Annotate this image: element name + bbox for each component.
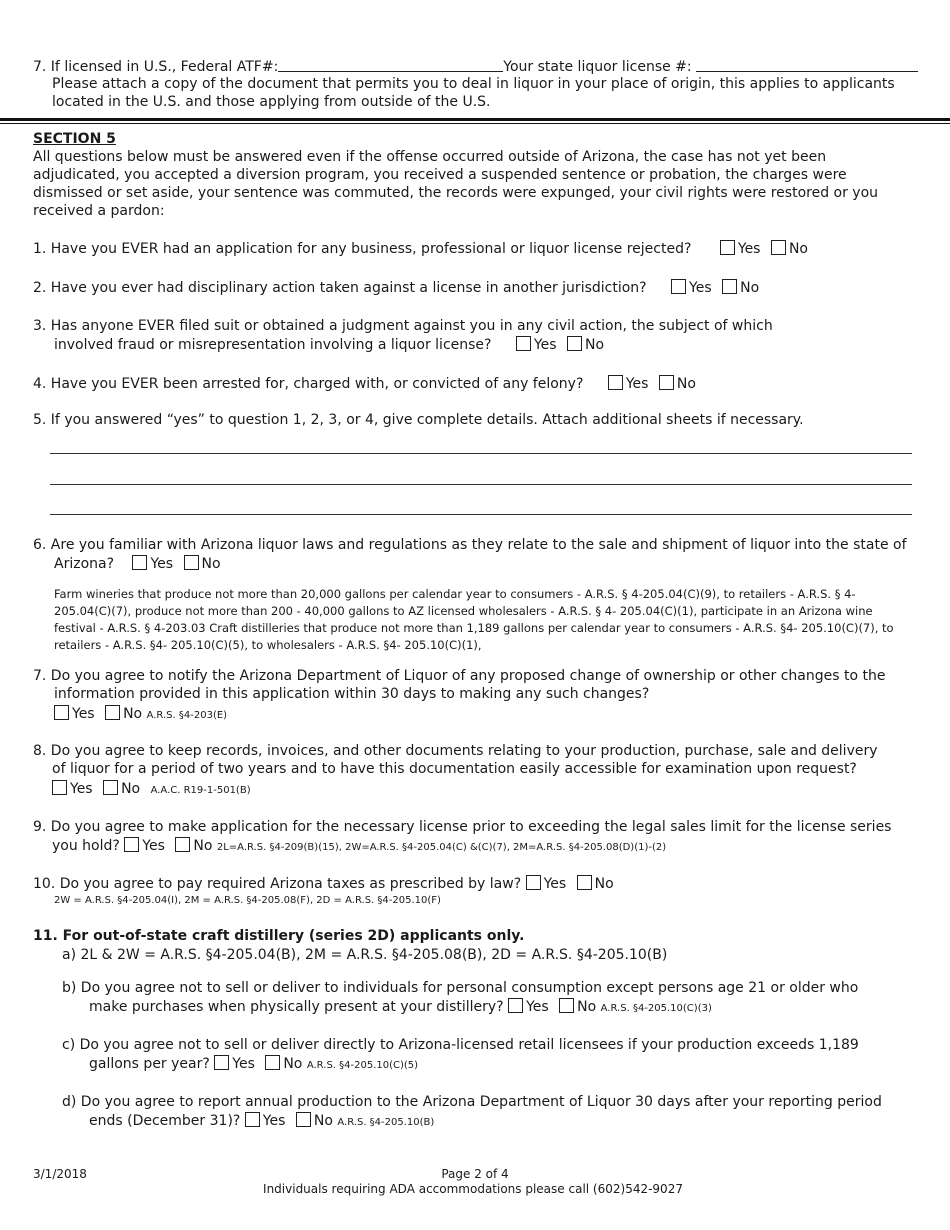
- question-3-line2: involved fraud or misrepresentation involving a liquor license? Yes No: [54, 337, 605, 353]
- q3-yes-checkbox[interactable]: [516, 336, 531, 351]
- question-11c-line2: gallons per year? Yes No A.R.S. §4-205.10(C)(5): [89, 1056, 419, 1072]
- question-11-heading: 11. For out-of-state craft distillery (series 2D) applicants only.: [33, 928, 525, 944]
- question-8-line1: 8. Do you agree to keep records, invoices, and other documents relating to your production, purchase, sale and delivery: [33, 743, 878, 759]
- atf-question: 7. If licensed in U.S., Federal ATF#: Your state liquor license #:: [33, 57, 918, 76]
- question-8-answers: Yes No A.A.C. R19-1-501(B): [52, 780, 251, 800]
- question-11a: a) 2L & 2W = A.R.S. §4-205.04(B), 2M = A.R.S. §4-205.08(B), 2D = A.R.S. §4-205.10(B): [62, 947, 668, 963]
- q11d-yes-checkbox[interactable]: [245, 1112, 260, 1127]
- details-answer-line[interactable]: [50, 453, 912, 454]
- q8-no-checkbox[interactable]: [103, 780, 118, 795]
- q11d-no-checkbox[interactable]: [296, 1112, 311, 1127]
- question-10: 10. Do you agree to pay required Arizona taxes as prescribed by law? Yes No: [33, 876, 614, 892]
- section-intro-line: adjudicated, you accepted a diversion program, you received a suspended sentence or probation, the charges were: [33, 167, 847, 183]
- question-11d-line1: d) Do you agree to report annual production to the Arizona Department of Liquor 30 days after your reporting period: [62, 1094, 882, 1110]
- q11c-no-checkbox[interactable]: [265, 1055, 280, 1070]
- question-9-line1: 9. Do you agree to make application for the necessary license prior to exceeding the legal sales limit for the license series: [33, 819, 892, 835]
- footer-page-number: Page 2 of 4: [441, 1167, 509, 1181]
- q10-yes-checkbox[interactable]: [526, 875, 541, 890]
- q1-no-checkbox[interactable]: [771, 240, 786, 255]
- question-6-line1: 6. Are you familiar with Arizona liquor laws and regulations as they relate to the sale and shipment of liquor into the state of: [33, 537, 907, 553]
- section-intro-line: All questions below must be answered even if the offense occurred outside of Arizona, the case has not yet been: [33, 149, 827, 165]
- farm-winery-note: Farm wineries that produce not more than 20,000 gallons per calendar year to consumers - A.R.S. § 4-205.04(C)(9), to retailers - A.R.S. § 4- 205.04(C)(7), produce not more than 200 - 40,000 gallons to AZ licensed wholesalers - A.R.S. § 4- 205.04(C)(1), participate in an Arizona wine festival - A.R.S. § 4-203.03 Craft distilleries that produce not more than 1,189 gallons per calendar year to consumers - A.R.S. §4- 205.10(C)(7), to retailers - A.R.S. §4- 205.10(C)(5), to wholesalers - A.R.S. §4- 205.10(C)(1),: [54, 587, 894, 652]
- question-4: 4. Have you EVER been arrested for, charged with, or convicted of any felony? Yes No: [33, 376, 696, 392]
- question-7-line1: 7. Do you agree to notify the Arizona Department of Liquor of any proposed change of ownership or other changes to the: [33, 668, 886, 684]
- state-license-field[interactable]: [696, 57, 918, 72]
- q2-no-checkbox[interactable]: [722, 279, 737, 294]
- section-divider-thick: [0, 118, 950, 121]
- question-7-line2: information provided in this application within 30 days to making any such changes?: [54, 686, 650, 702]
- q7-no-checkbox[interactable]: [105, 705, 120, 720]
- question-9-line2: you hold? Yes No 2L=A.R.S. §4-209(B)(15), 2W=A.R.S. §4-205.04(C) &(C)(7), 2M=A.R.S. §4-205.08(D)(1)-(2): [52, 838, 667, 854]
- q8-yes-checkbox[interactable]: [52, 780, 67, 795]
- q11b-yes-checkbox[interactable]: [508, 998, 523, 1013]
- question-11b-line1: b) Do you agree not to sell or deliver to individuals for personal consumption except persons age 21 or older who: [62, 980, 859, 996]
- question-6-line2: Arizona? Yes No: [54, 556, 221, 572]
- atf-number-field[interactable]: [278, 57, 503, 72]
- q3-no-checkbox[interactable]: [567, 336, 582, 351]
- question-11c-line1: c) Do you agree not to sell or deliver directly to Arizona-licensed retail licensees if your production exceeds 1,189: [62, 1037, 859, 1053]
- section-title: SECTION 5: [33, 131, 116, 147]
- question-7-answers: Yes No A.R.S. §4-203(E): [54, 705, 227, 725]
- q6-yes-checkbox[interactable]: [132, 555, 147, 570]
- q9-yes-checkbox[interactable]: [124, 837, 139, 852]
- question-5: 5. If you answered “yes” to question 1, 2, 3, or 4, give complete details. Attach additional sheets if necessary.: [33, 412, 804, 428]
- q11b-no-checkbox[interactable]: [559, 998, 574, 1013]
- question-10-ref: 2W = A.R.S. §4-205.04(I), 2M = A.R.S. §4-205.08(F), 2D = A.R.S. §4-205.10(F): [54, 895, 441, 906]
- q1-yes-checkbox[interactable]: [720, 240, 735, 255]
- footer-ada-note: Individuals requiring ADA accommodations please call (602)542-9027: [263, 1182, 683, 1196]
- q4-yes-checkbox[interactable]: [608, 375, 623, 390]
- q4-no-checkbox[interactable]: [659, 375, 674, 390]
- section-intro-line: dismissed or set aside, your sentence was commuted, the records were expunged, your civil rights were restored or you: [33, 185, 879, 201]
- footer-date: 3/1/2018: [33, 1167, 87, 1181]
- question-1: 1. Have you EVER had an application for any business, professional or liquor license rejected? Yes No: [33, 241, 808, 257]
- section-divider-thin: [0, 123, 950, 124]
- question-2: 2. Have you ever had disciplinary action taken against a license in another jurisdiction? Yes No: [33, 280, 760, 296]
- q2-yes-checkbox[interactable]: [671, 279, 686, 294]
- question-3-line1: 3. Has anyone EVER filed suit or obtained a judgment against you in any civil action, the subject of which: [33, 318, 773, 334]
- question-8-line2: of liquor for a period of two years and to have this documentation easily accessible for examination upon request?: [52, 761, 857, 777]
- q9-no-checkbox[interactable]: [175, 837, 190, 852]
- question-11b-line2: make purchases when physically present at your distillery? Yes No A.R.S. §4-205.10(C)(3): [89, 999, 712, 1015]
- details-answer-line[interactable]: [50, 484, 912, 485]
- atf-note-line2: located in the U.S. and those applying from outside of the U.S.: [52, 94, 491, 110]
- atf-note-line1: Please attach a copy of the document that permits you to deal in liquor in your place of origin, this applies to applicants: [52, 76, 895, 92]
- q7-yes-checkbox[interactable]: [54, 705, 69, 720]
- details-answer-line[interactable]: [50, 514, 912, 515]
- q11c-yes-checkbox[interactable]: [214, 1055, 229, 1070]
- section-intro-line: received a pardon:: [33, 203, 165, 219]
- q10-no-checkbox[interactable]: [577, 875, 592, 890]
- question-11d-line2: ends (December 31)? Yes No A.R.S. §4-205.10(B): [89, 1113, 435, 1129]
- q6-no-checkbox[interactable]: [184, 555, 199, 570]
